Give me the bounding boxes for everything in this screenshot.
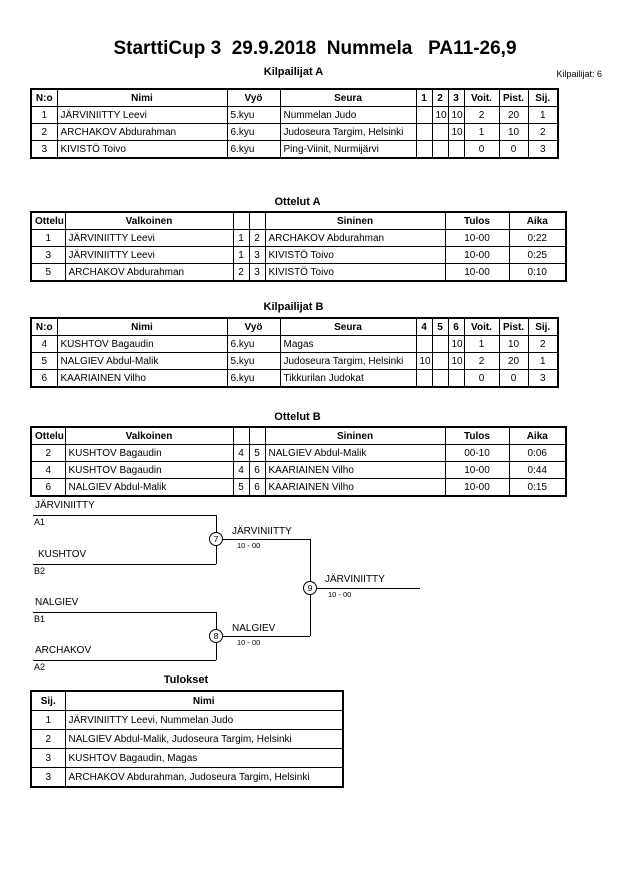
- cell-blue-no: 2: [249, 230, 265, 247]
- table-row: [31, 247, 566, 264]
- cell-tulos: 10-00: [445, 462, 509, 479]
- cell-voit: 0: [464, 370, 499, 388]
- col-header-sininen: Sininen: [265, 427, 445, 445]
- bracket-sf2-bottom-line: [33, 660, 216, 661]
- col-header-white-no: [233, 212, 249, 230]
- col-header-voit: Voit.: [464, 318, 499, 336]
- cell-result-5: [432, 370, 448, 388]
- col-header-5: 5: [432, 318, 448, 336]
- cell-sij: 2: [31, 730, 65, 749]
- cell-valkoinen: ARCHAKOV Abdurahman: [65, 264, 233, 282]
- bracket-sf2-top-seed: B1: [34, 614, 46, 624]
- bracket-sf2-match-number: 8: [209, 629, 223, 643]
- cell-no: 3: [31, 141, 57, 159]
- col-header-voit: Voit.: [464, 89, 499, 107]
- cell-aika: 0:44: [509, 462, 566, 479]
- col-header-sij: Sij.: [528, 318, 558, 336]
- cell-sij: 2: [528, 124, 558, 141]
- bracket-sf2-top-line: [33, 612, 216, 613]
- cell-sininen: KAARIAINEN Vilho: [265, 462, 445, 479]
- cell-pist: 10: [499, 336, 528, 353]
- cell-pist: 0: [499, 141, 528, 159]
- col-header-vyo: Vyö: [227, 318, 280, 336]
- cell-sij: 2: [528, 336, 558, 353]
- section-heading-kilpailijat-b: Kilpailijat B: [263, 301, 324, 313]
- bracket-final-match-number: 9: [303, 581, 317, 595]
- cell-nimi: ARCHAKOV Abdurahman: [57, 124, 227, 141]
- cell-tulos: 10-00: [445, 230, 509, 247]
- cell-pist: 20: [499, 107, 528, 124]
- cell-voit: 2: [464, 107, 499, 124]
- cell-blue-no: 6: [249, 479, 265, 497]
- table-row: [31, 141, 558, 159]
- cell-vyo: 5.kyu: [227, 353, 280, 370]
- cell-sininen: KAARIAINEN Vilho: [265, 479, 445, 497]
- table-ottelut-b: [30, 426, 567, 497]
- col-header-seura: Seura: [280, 318, 416, 336]
- cell-blue-no: 6: [249, 462, 265, 479]
- cell-ottelu: 4: [31, 462, 65, 479]
- cell-ottelu: 6: [31, 479, 65, 497]
- col-header-2: 2: [432, 89, 448, 107]
- cell-ottelu: 3: [31, 247, 65, 264]
- table-row: [31, 264, 566, 282]
- bracket-sf2-score: 10 - 00: [237, 638, 261, 647]
- cell-sininen: KIVISTÖ Toivo: [265, 264, 445, 282]
- cell-white-no: 4: [233, 445, 249, 462]
- section-heading-ottelut-b: Ottelut B: [274, 411, 321, 423]
- cell-result-6: 10: [448, 353, 464, 370]
- cell-vyo: 5.kyu: [227, 107, 280, 124]
- cell-result-4: 10: [416, 353, 432, 370]
- cell-tulos: 00-10: [445, 445, 509, 462]
- cell-white-no: 4: [233, 462, 249, 479]
- cell-result-1: [416, 124, 432, 141]
- col-header-sij: Sij.: [31, 691, 65, 711]
- cell-tulos: 10-00: [445, 264, 509, 282]
- table-tulokset: [30, 690, 344, 788]
- bracket-sf2-bottom-seed: A2: [34, 662, 46, 672]
- cell-seura: Judoseura Targim, Helsinki: [280, 353, 416, 370]
- cell-ottelu: 2: [31, 445, 65, 462]
- cell-seura: Judoseura Targim, Helsinki: [280, 124, 416, 141]
- cell-tulos: 10-00: [445, 479, 509, 497]
- cell-result-6: [448, 370, 464, 388]
- cell-nimi: JÄRVINIITTY Leevi: [57, 107, 227, 124]
- cell-vyo: 6.kyu: [227, 141, 280, 159]
- col-header-sij: Sij.: [528, 89, 558, 107]
- table-row: [31, 730, 343, 749]
- table-row: [31, 479, 566, 497]
- bracket-sf1-winner-line: [223, 539, 310, 540]
- cell-result-5: [432, 336, 448, 353]
- cell-sij: 3: [31, 768, 65, 788]
- col-header-no: N:o: [31, 89, 57, 107]
- cell-aika: 0:06: [509, 445, 566, 462]
- col-header-white-no: [233, 427, 249, 445]
- table-ottelut-a: [30, 211, 567, 282]
- table-row: [31, 711, 343, 730]
- cell-vyo: 6.kyu: [227, 336, 280, 353]
- cell-nimi: KAARIAINEN Vilho: [57, 370, 227, 388]
- bracket-sf2-bottom-name: ARCHAKOV: [35, 645, 92, 656]
- col-header-ottelu: Ottelu: [31, 427, 65, 445]
- col-header-blue-no: [249, 212, 265, 230]
- section-heading-kilpailijat-a: Kilpailijat A: [263, 66, 324, 78]
- col-header-4: 4: [416, 318, 432, 336]
- cell-result-3: 10: [448, 107, 464, 124]
- cell-result-6: 10: [448, 336, 464, 353]
- cell-voit: 1: [464, 336, 499, 353]
- col-header-tulos: Tulos: [445, 427, 509, 445]
- table-header-row: [31, 212, 566, 230]
- cell-blue-no: 3: [249, 264, 265, 282]
- cell-white-no: 1: [233, 230, 249, 247]
- col-header-valkoinen: Valkoinen: [65, 427, 233, 445]
- col-header-blue-no: [249, 427, 265, 445]
- cell-no: 4: [31, 336, 57, 353]
- cell-vyo: 6.kyu: [227, 124, 280, 141]
- cell-pist: 0: [499, 370, 528, 388]
- table-row: [31, 124, 558, 141]
- cell-aika: 0:15: [509, 479, 566, 497]
- col-header-1: 1: [416, 89, 432, 107]
- col-header-aika: Aika: [509, 427, 566, 445]
- bracket-sf2-winner-name: NALGIEV: [232, 623, 276, 634]
- col-header-6: 6: [448, 318, 464, 336]
- bracket-final-score: 10 - 00: [328, 590, 352, 599]
- table-header-row: [31, 318, 558, 336]
- cell-pist: 20: [499, 353, 528, 370]
- cell-no: 1: [31, 107, 57, 124]
- col-header-nimi: Nimi: [65, 691, 343, 711]
- page-title: StarttiCup 3 29.9.2018 Nummela PA11-26,9: [113, 38, 517, 59]
- table-header-row: [31, 691, 343, 711]
- cell-result-3: 10: [448, 124, 464, 141]
- cell-aika: 0:22: [509, 230, 566, 247]
- bracket-sf1-bottom-seed: B2: [34, 566, 46, 576]
- cell-voit: 0: [464, 141, 499, 159]
- table-row: [31, 336, 558, 353]
- cell-valkoinen: JÄRVINIITTY Leevi: [65, 230, 233, 247]
- bracket-sf1-match-number: 7: [209, 532, 223, 546]
- col-header-nimi: Nimi: [57, 318, 227, 336]
- bracket-sf1-bottom-name: KUSHTOV: [38, 549, 87, 560]
- col-header-sininen: Sininen: [265, 212, 445, 230]
- cell-tulos: 10-00: [445, 247, 509, 264]
- table-kilpailijat-a: [30, 88, 559, 159]
- bracket-sf2-winner-line: [223, 636, 310, 637]
- cell-voit: 2: [464, 353, 499, 370]
- cell-sij: 3: [528, 370, 558, 388]
- cell-seura: Magas: [280, 336, 416, 353]
- cell-white-no: 5: [233, 479, 249, 497]
- bracket-final-winner-line: [317, 588, 420, 589]
- cell-no: 2: [31, 124, 57, 141]
- table-row: [31, 353, 558, 370]
- cell-sij: 1: [528, 107, 558, 124]
- cell-sij: 3: [528, 141, 558, 159]
- cell-result-2: [432, 124, 448, 141]
- col-header-pist: Pist.: [499, 318, 528, 336]
- cell-result-5: [432, 353, 448, 370]
- cell-result-4: [416, 336, 432, 353]
- table-row: [31, 445, 566, 462]
- cell-pist: 10: [499, 124, 528, 141]
- section-heading-ottelut-a: Ottelut A: [274, 196, 321, 208]
- col-header-nimi: Nimi: [57, 89, 227, 107]
- cell-voit: 1: [464, 124, 499, 141]
- col-header-pist: Pist.: [499, 89, 528, 107]
- bracket-sf1-winner-name: JÄRVINIITTY: [232, 526, 292, 537]
- competitors-count: Kilpailijat: 6: [556, 69, 602, 79]
- table-row: [31, 230, 566, 247]
- cell-valkoinen: NALGIEV Abdul-Malik: [65, 479, 233, 497]
- cell-nimi: KUSHTOV Bagaudin, Magas: [65, 749, 343, 768]
- cell-aika: 0:10: [509, 264, 566, 282]
- cell-no: 5: [31, 353, 57, 370]
- cell-sininen: KIVISTÖ Toivo: [265, 247, 445, 264]
- col-header-aika: Aika: [509, 212, 566, 230]
- col-header-no: N:o: [31, 318, 57, 336]
- table-header-row: [31, 427, 566, 445]
- bracket-sf1-top-line: [33, 515, 216, 516]
- cell-sij: 3: [31, 749, 65, 768]
- cell-white-no: 2: [233, 264, 249, 282]
- cell-aika: 0:25: [509, 247, 566, 264]
- cell-nimi: JÄRVINIITTY Leevi, Nummelan Judo: [65, 711, 343, 730]
- cell-sininen: NALGIEV Abdul-Malik: [265, 445, 445, 462]
- cell-valkoinen: KUSHTOV Bagaudin: [65, 462, 233, 479]
- cell-seura: Ping-Viinit, Nurmijärvi: [280, 141, 416, 159]
- table-row: [31, 768, 343, 788]
- col-header-vyo: Vyö: [227, 89, 280, 107]
- bracket-sf1-bottom-line: [33, 564, 216, 565]
- cell-result-1: [416, 107, 432, 124]
- cell-ottelu: 1: [31, 230, 65, 247]
- col-header-valkoinen: Valkoinen: [65, 212, 233, 230]
- table-header-row: [31, 89, 558, 107]
- col-header-tulos: Tulos: [445, 212, 509, 230]
- cell-result-1: [416, 141, 432, 159]
- section-heading-tulokset: Tulokset: [163, 674, 209, 686]
- cell-valkoinen: JÄRVINIITTY Leevi: [65, 247, 233, 264]
- cell-blue-no: 3: [249, 247, 265, 264]
- table-row: [31, 370, 558, 388]
- cell-nimi: ARCHAKOV Abdurahman, Judoseura Targim, Helsinki: [65, 768, 343, 788]
- cell-sij: 1: [528, 353, 558, 370]
- bracket-sf1-top-name: JÄRVINIITTY: [35, 500, 95, 511]
- cell-result-4: [416, 370, 432, 388]
- cell-seura: Nummelan Judo: [280, 107, 416, 124]
- cell-vyo: 6.kyu: [227, 370, 280, 388]
- cell-nimi: KUSHTOV Bagaudin: [57, 336, 227, 353]
- cell-seura: Tikkurilan Judokat: [280, 370, 416, 388]
- cell-no: 6: [31, 370, 57, 388]
- cell-valkoinen: KUSHTOV Bagaudin: [65, 445, 233, 462]
- col-header-seura: Seura: [280, 89, 416, 107]
- col-header-3: 3: [448, 89, 464, 107]
- bracket-final-winner-name: JÄRVINIITTY: [325, 574, 385, 585]
- cell-sininen: ARCHAKOV Abdurahman: [265, 230, 445, 247]
- cell-nimi: KIVISTÖ Toivo: [57, 141, 227, 159]
- cell-result-2: [432, 141, 448, 159]
- bracket-sf1-score: 10 - 00: [237, 541, 261, 550]
- table-row: [31, 107, 558, 124]
- table-row: [31, 749, 343, 768]
- cell-nimi: NALGIEV Abdul-Malik: [57, 353, 227, 370]
- cell-nimi: NALGIEV Abdul-Malik, Judoseura Targim, Helsinki: [65, 730, 343, 749]
- table-row: [31, 462, 566, 479]
- table-kilpailijat-b: [30, 317, 559, 388]
- cell-blue-no: 5: [249, 445, 265, 462]
- cell-ottelu: 5: [31, 264, 65, 282]
- col-header-ottelu: Ottelu: [31, 212, 65, 230]
- cell-result-2: 10: [432, 107, 448, 124]
- bracket-sf1-top-seed: A1: [34, 517, 46, 527]
- bracket-sf2-top-name: NALGIEV: [35, 597, 79, 608]
- cell-result-3: [448, 141, 464, 159]
- cell-white-no: 1: [233, 247, 249, 264]
- cell-sij: 1: [31, 711, 65, 730]
